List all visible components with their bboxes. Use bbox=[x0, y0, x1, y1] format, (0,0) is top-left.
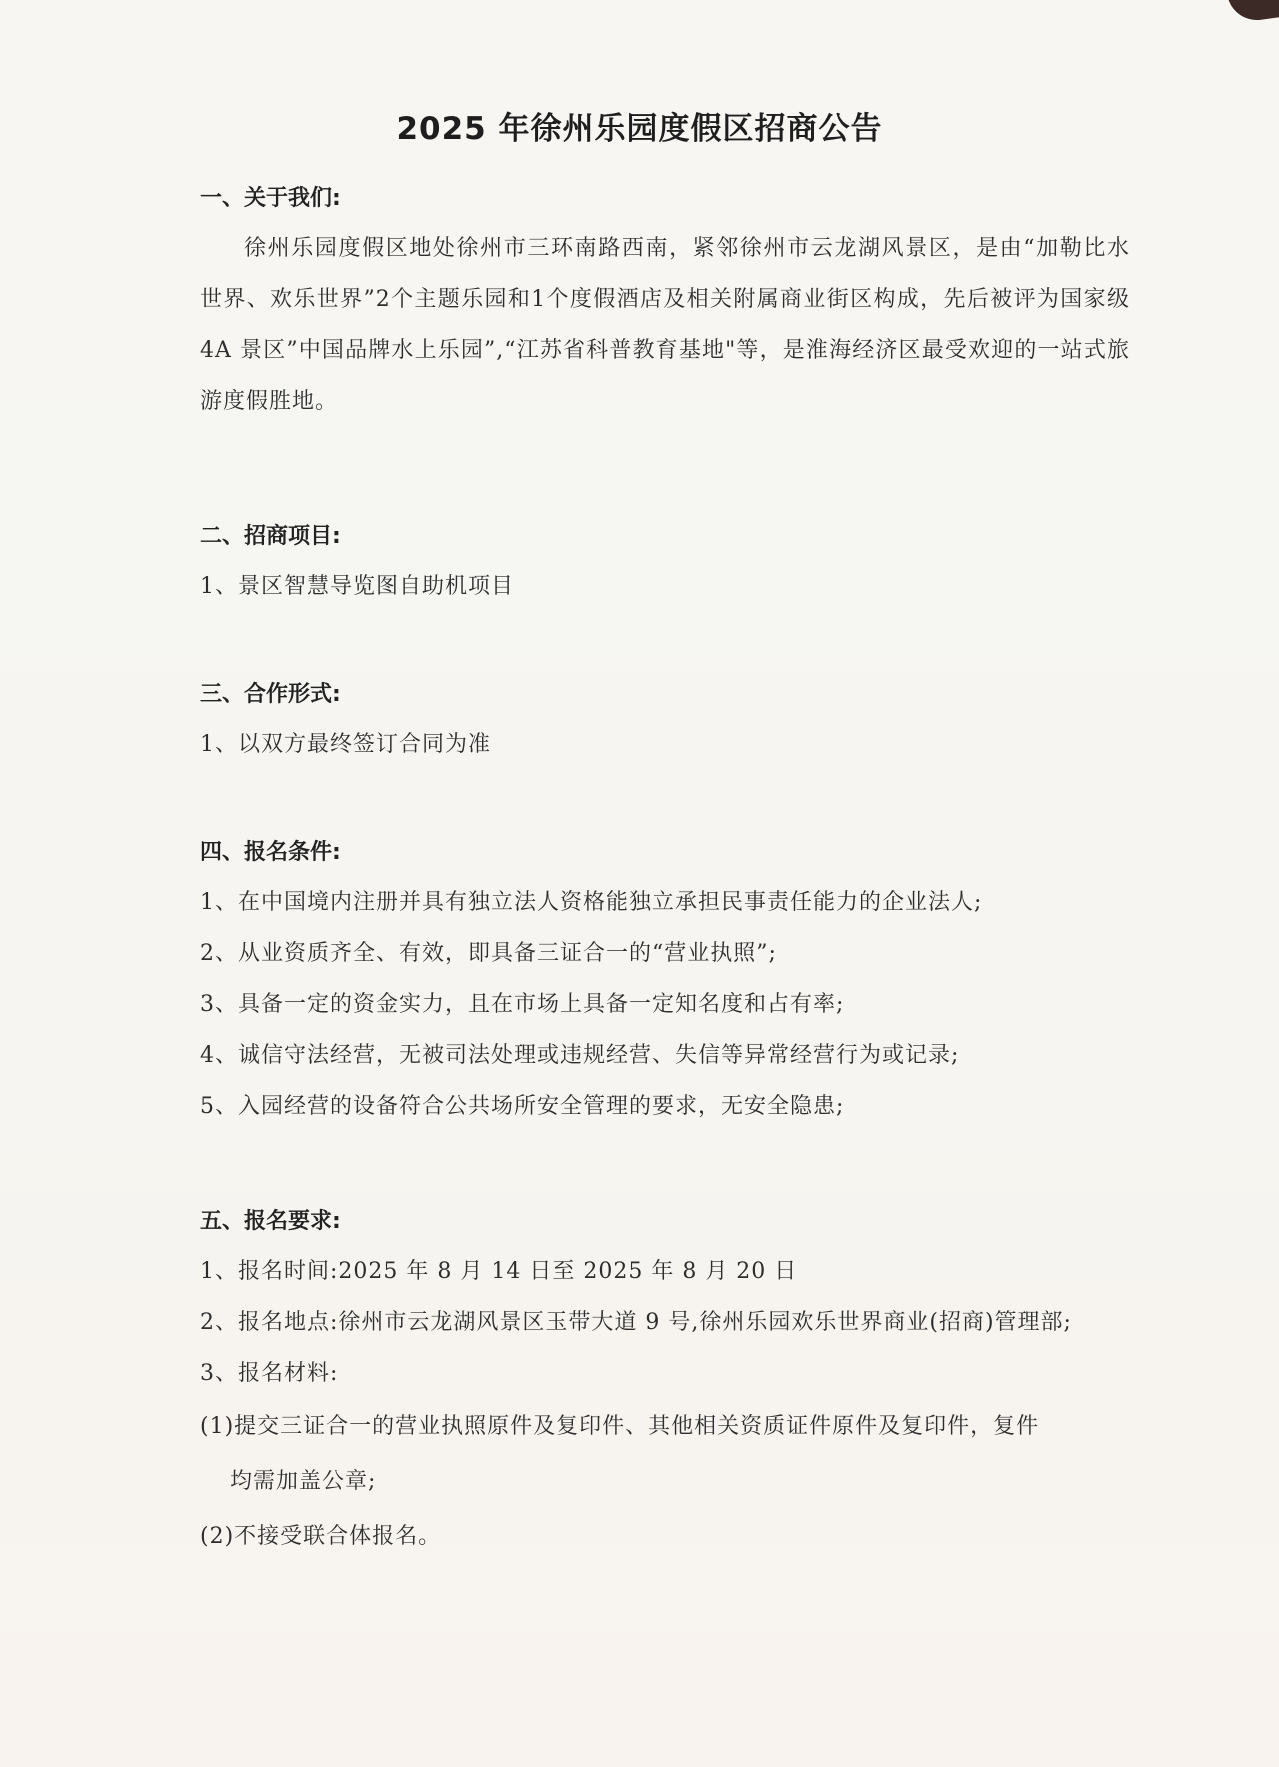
section-registration-conditions bbox=[200, 838, 1130, 1132]
list-item: 3、具备一定的资金实力，且在市场上具备一定知名度和占有率; bbox=[200, 992, 845, 1017]
list-item: 2、报名地点:徐州市云龙湖风景区玉带大道 9 号,徐州乐园欢乐世界商业(招商)管理部; bbox=[200, 1310, 1072, 1335]
sub-list-item: (1)提交三证合一的营业执照原件及复印件、其他相关资质证件原件及复印件，复件 bbox=[200, 1414, 1040, 1439]
document-title: 2025 年徐州乐园度假区招商公告 bbox=[396, 111, 883, 147]
list-item: 1、以双方最终签订合同为准 bbox=[200, 732, 491, 757]
section-heading: 三、合作形式: bbox=[200, 682, 341, 707]
section-heading: 五、报名要求: bbox=[200, 1209, 341, 1234]
list-item: 5、入园经营的设备符合公共场所安全管理的要求，无安全隐患; bbox=[200, 1094, 845, 1119]
list-item: 1、在中国境内注册并具有独立法人资格能独立承担民事责任能力的企业法人; bbox=[200, 890, 983, 915]
list-item: 3、报名材料: bbox=[200, 1361, 339, 1386]
section-about-us bbox=[200, 184, 1130, 427]
list-item: 1、报名时间:2025 年 8 月 14 日至 2025 年 8 月 20 日 bbox=[200, 1259, 798, 1284]
requirements-list bbox=[200, 1246, 1130, 1564]
sub-list-item: (2)不接受联合体报名。 bbox=[200, 1524, 442, 1549]
section-heading: 四、报名条件: bbox=[200, 840, 341, 865]
list-item: 1、景区智慧导览图自助机项目 bbox=[200, 574, 514, 599]
section-paragraph: 徐州乐园度假区地处徐州市三环南路西南，紧邻徐州市云龙湖风景区，是由“加勒比水世界、欢乐世界”2个主题乐园和1个度假酒店及相关附属商业街区构成，先后被评为国家级 4A 景区”中国品牌水上乐园”,“江苏省科普教育基地"等，是淮海经济区最受欢迎的一站式旅游度假胜地。 bbox=[200, 236, 1130, 414]
sub-list-item-continuation: 均需加盖公章; bbox=[230, 1469, 377, 1494]
section-registration-requirements bbox=[200, 1207, 1130, 1564]
section-heading: 一、关于我们: bbox=[200, 186, 341, 211]
section-cooperation-form bbox=[200, 680, 1130, 770]
section-heading: 二、招商项目: bbox=[200, 524, 341, 549]
list-item: 2、从业资质齐全、有效，即具备三证合一的“营业执照”; bbox=[200, 941, 777, 966]
page-corner-shadow bbox=[1227, 0, 1279, 24]
list-item: 4、诚信守法经营，无被司法处理或违规经营、失信等异常经营行为或记录; bbox=[200, 1043, 960, 1068]
conditions-list bbox=[200, 877, 1130, 1132]
section-investment-project bbox=[200, 522, 1130, 612]
